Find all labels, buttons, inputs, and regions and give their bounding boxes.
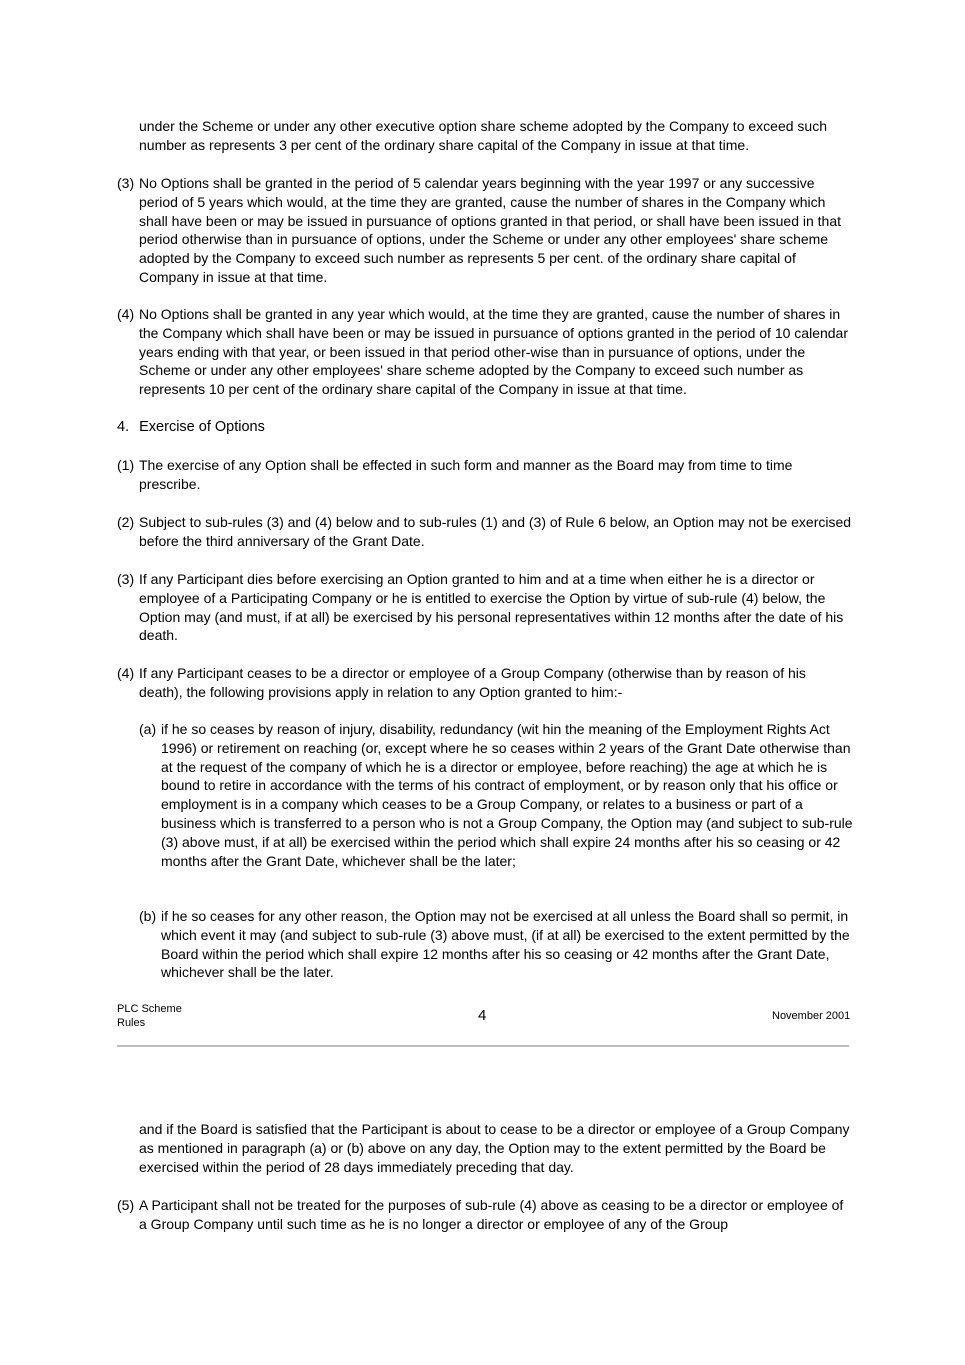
clause-text: If any Participant ceases to be a director or employee of a Group Company (otherwise than by reason of his death), the following provisions apply in relation to any Option granted to him:-	[139, 665, 806, 700]
clause-number: (4)	[117, 306, 135, 322]
clause-4-4-b	[139, 907, 853, 982]
continuation-paragraph-page2: and if the Board is satisfied that the Participant is about to cease to be a director or employee of a Group Company as mentioned in paragraph (a) or (b) above on any day, the Option may to the extent permitted by the Board be exercised within the period of 28 days immediately preceding that day.	[139, 1121, 850, 1175]
clause-letter: (a)	[139, 721, 157, 737]
clause-text: No Options shall be granted in the period of 5 calendar years beginning with the year 1997 or any successive period of 5 years which would, at the time they are granted, cause the number of shares in the Company which shall have been or may be issued in pursuance of options granted in that period, or shall have been issued in that period otherwise than in pursuance of options, under the Scheme or under any other employees' share scheme adopted by the Company to exceed such number as represents 5 per cent. of the ordinary share capital of Company in issue at that time.	[139, 175, 842, 285]
clause-4-1	[117, 456, 853, 494]
clause-number: (1)	[117, 457, 135, 473]
clause-number: (4)	[117, 665, 135, 681]
clause-text: A Participant shall not be treated for the purposes of sub-rule (4) above as ceasing to be a director or employee of a Group Company until such time as he is no longer a director or employee of any of the Group	[139, 1197, 844, 1232]
footer-page-number: 4	[478, 1007, 487, 1024]
clause-text: if he so ceases for any other reason, the Option may not be exercised at all unless the Board shall so permit, in which event it may (and subject to sub-rule (3) above must, (if at all) be exercised to the extent permitted by the Board within the period which shall expire 12 months after his so ceasing or 42 months after the Grant Date, whichever shall be the later.	[161, 908, 850, 981]
clause-3-4	[117, 305, 853, 399]
clause-text: The exercise of any Option shall be effected in such form and manner as the Board may from time to time prescribe.	[139, 457, 793, 492]
clause-text: Subject to sub-rules (3) and (4) below and to sub-rules (1) and (3) of Rule 6 below, an Option may not be exercised before the third anniversary of the Grant Date.	[139, 514, 852, 549]
continuation-paragraph: under the Scheme or under any other executive option share scheme adopted by the Company to exceed such number as represents 3 per cent of the ordinary share capital of the Company in issue at that time.	[139, 118, 827, 153]
clause-number: (2)	[117, 514, 135, 530]
footer-date: November 2001	[772, 1010, 851, 1022]
section-number: 4.	[117, 419, 130, 435]
clause-text: If any Participant dies before exercising an Option granted to him and at a time when either he is a director or employee of a Participating Company or he is entitled to exercise the Option by virtue of sub-rule (4) below, the Option may (and must, if at all) be exercised by his personal representatives within 12 months after the date of his death.	[139, 571, 844, 644]
clause-number: (5)	[117, 1197, 135, 1213]
clause-letter: (b)	[139, 908, 157, 924]
clause-4-4	[117, 664, 853, 702]
clause-4-3	[117, 570, 853, 645]
clause-3-3	[117, 174, 853, 287]
page-divider	[117, 1045, 849, 1047]
clause-text: if he so ceases by reason of injury, disability, redundancy (wit hin the meaning of the Employment Rights Act 1996) or retirement on reaching (or, except where he so ceases within 2 years of the Grant Date otherwise than at the request of the company of which he is a director or employee, before reaching) the age at which he is bound to retire in accordance with the terms of his contract of employment, or by reason only that his office or employment is in a company which ceases to be a Group Company, or relates to a business or part of a business which is transferred to a person who is not a Group Company, the Option may (and subject to sub-rule (3) above must, if at all) be exercised within the period which shall expire 24 months after his so ceasing or 42 months after the Grant Date, whichever shall be the later;	[161, 721, 853, 869]
clause-text: No Options shall be granted in any year which would, at the time they are granted, cause the number of shares in the Company which shall have been or may be issued in pursuance of options granted in the period of 10 calendar years ending with that year, or been issued in that period other-wise than in pursuance of options, under the Scheme or under any other employees' share scheme adopted by the Company to exceed such number as represents 10 per cent of the ordinary share capital of the Company in issue at that time.	[139, 306, 849, 398]
clause-4-2	[117, 513, 853, 551]
section-heading	[117, 418, 265, 437]
clause-4-4-a	[139, 720, 853, 870]
clause-4-5	[117, 1196, 853, 1234]
clause-number: (3)	[117, 175, 135, 191]
clause-number: (3)	[117, 571, 135, 587]
footer-document-name: PLC Scheme Rules	[117, 1003, 182, 1029]
section-title: Exercise of Options	[139, 419, 265, 435]
